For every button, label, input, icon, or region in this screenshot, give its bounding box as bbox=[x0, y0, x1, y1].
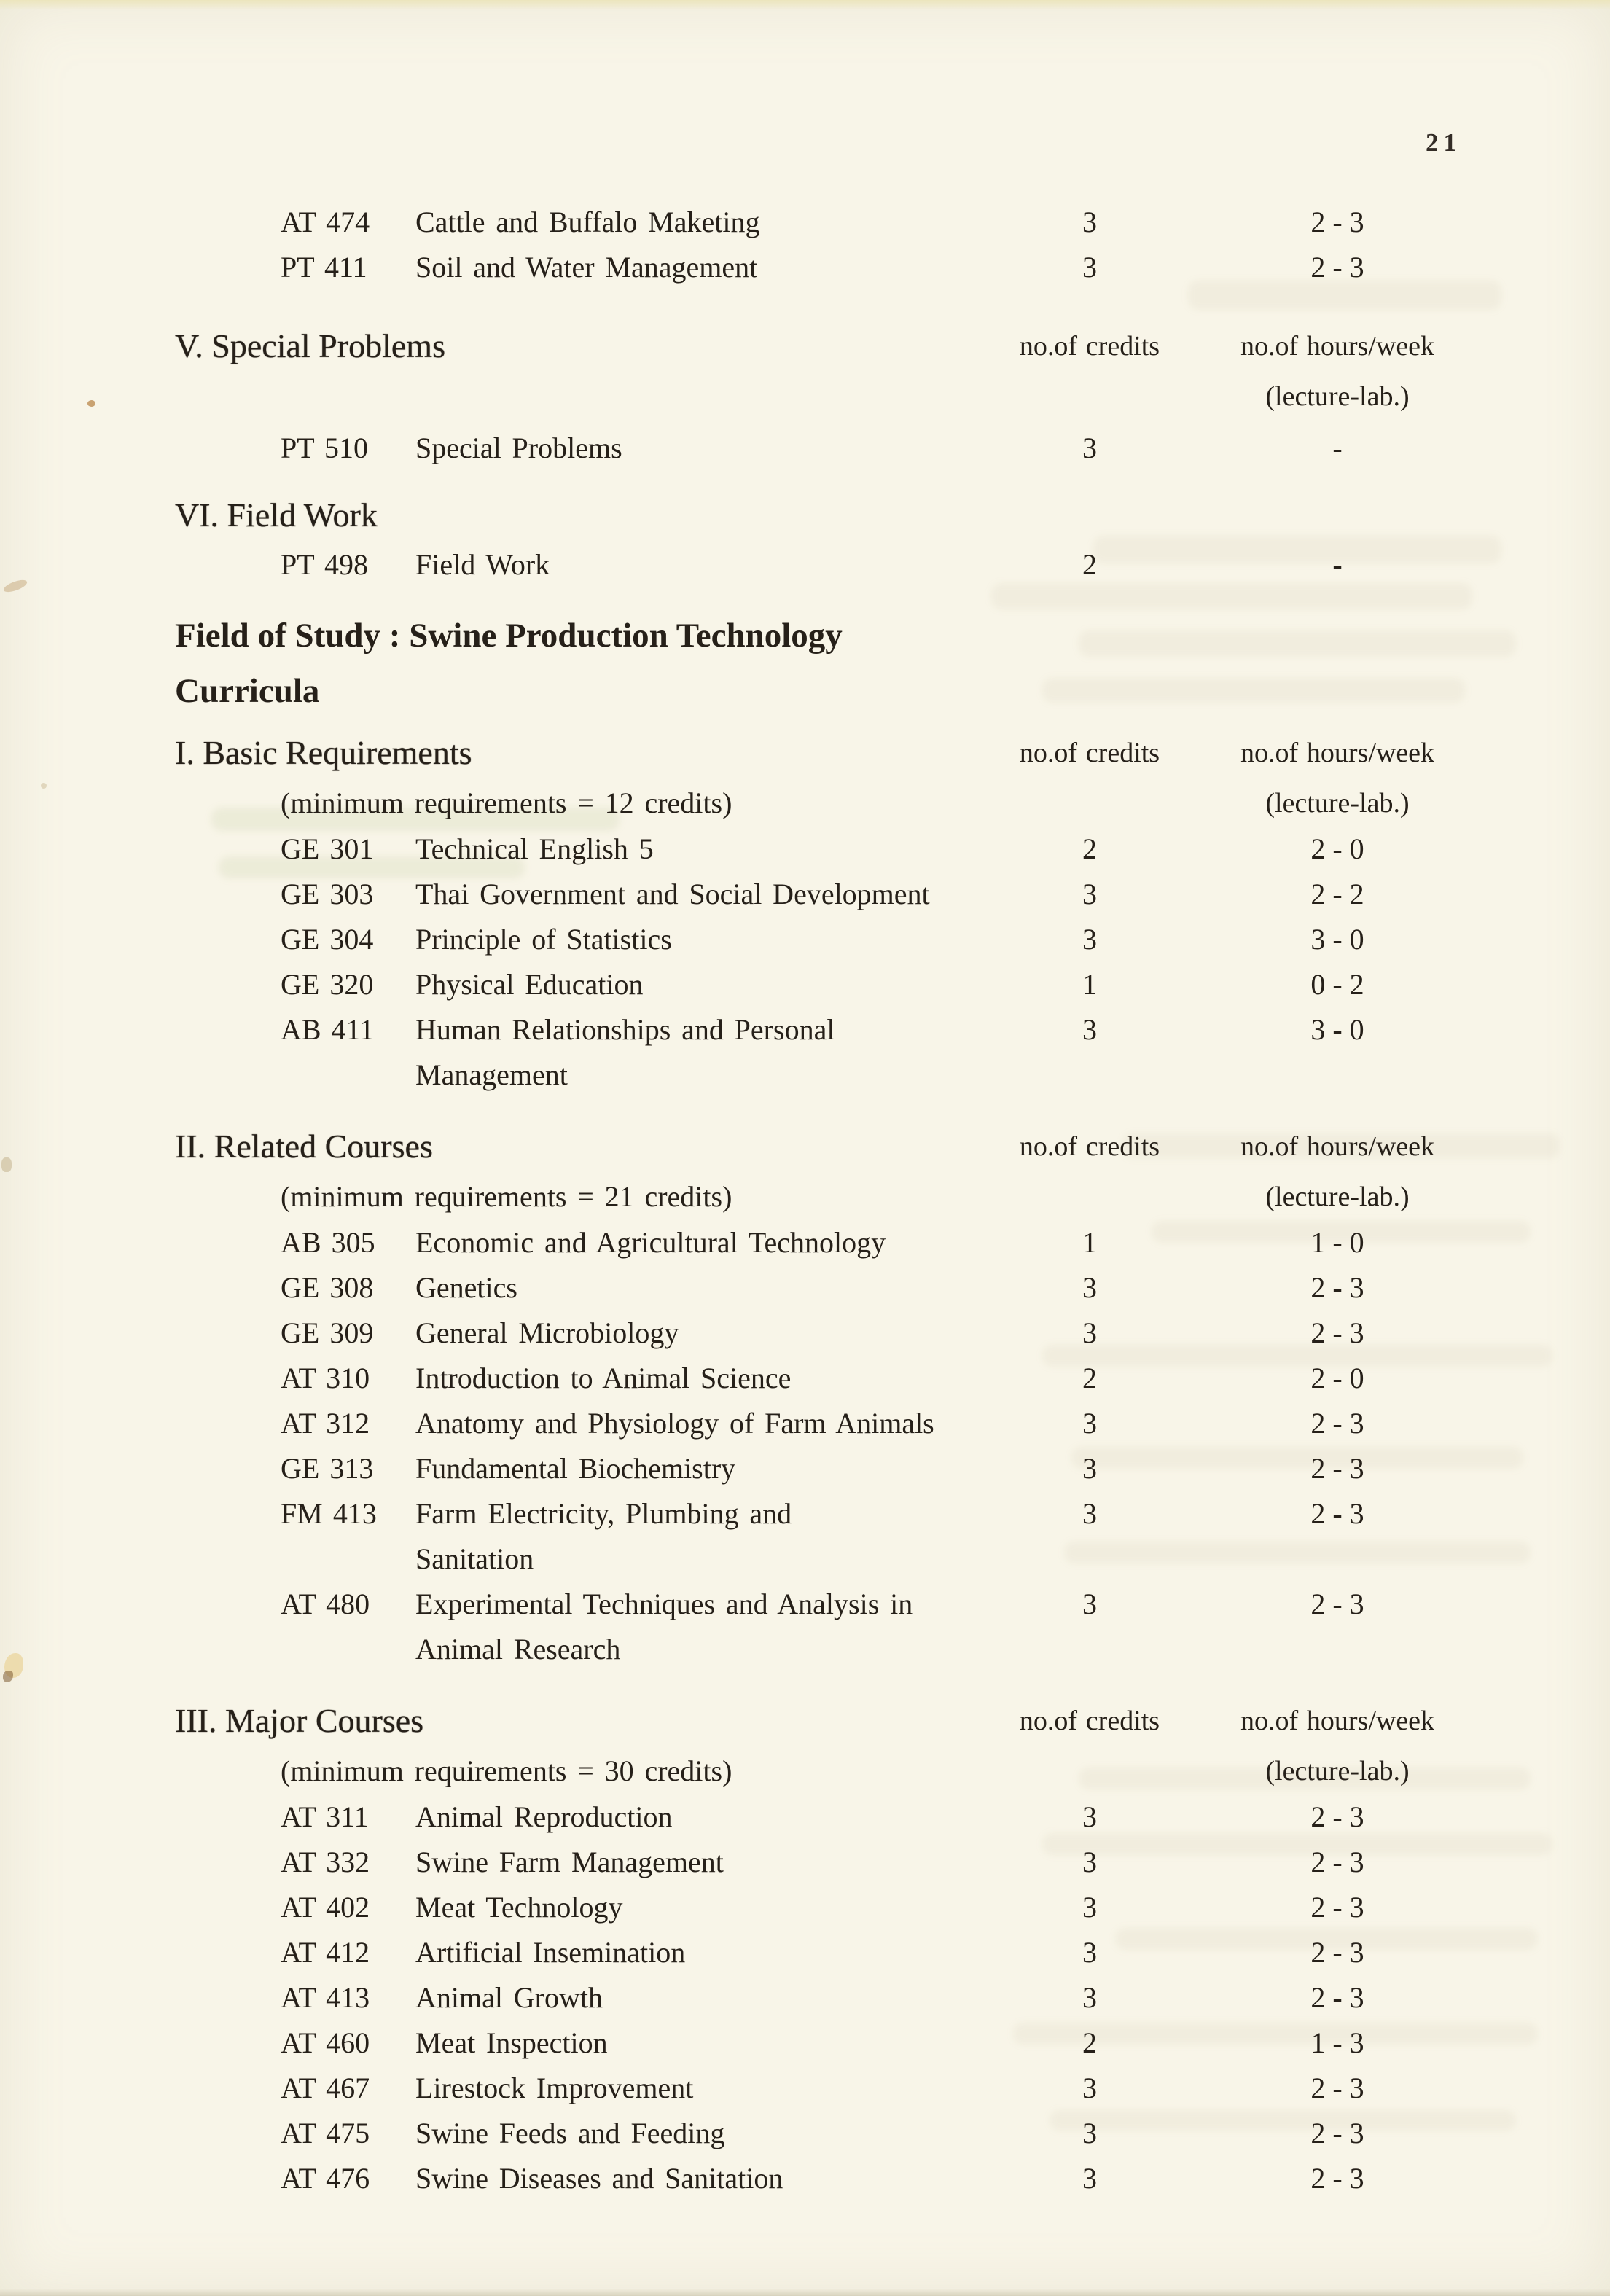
course-hours: - bbox=[1332, 548, 1343, 581]
curricula-title: Curricula bbox=[175, 672, 320, 710]
course-credits: 3 bbox=[1082, 2162, 1097, 2195]
course-hours: 2 - 3 bbox=[1310, 1891, 1364, 1924]
course-hours: 2 - 3 bbox=[1310, 1846, 1364, 1878]
course-credits: 2 bbox=[1082, 832, 1097, 865]
course-rows bbox=[0, 1220, 1610, 1672]
course-title: Introduction to Animal Science bbox=[415, 1362, 792, 1394]
course-credits: 3 bbox=[1082, 1981, 1097, 2014]
course-row bbox=[0, 1356, 1610, 1401]
course-row-continuation bbox=[0, 1627, 1610, 1672]
course-credits: 3 bbox=[1082, 432, 1097, 464]
course-title-continuation: Animal Research bbox=[415, 1633, 621, 1666]
course-row bbox=[0, 1311, 1610, 1356]
course-credits: 2 bbox=[1082, 2026, 1097, 2059]
course-section bbox=[0, 726, 1610, 1098]
course-row-continuation bbox=[0, 1053, 1610, 1098]
credits-column-header: no.of credits bbox=[1019, 331, 1160, 362]
course-code: GE 303 bbox=[281, 878, 374, 910]
section-header-line bbox=[0, 726, 1610, 780]
field-of-study-line bbox=[0, 608, 1610, 663]
course-row bbox=[0, 1930, 1610, 1975]
course-hours: 2 - 3 bbox=[1310, 1588, 1364, 1620]
course-row bbox=[0, 872, 1610, 917]
course-rows bbox=[0, 827, 1610, 1098]
course-title: Animal Growth bbox=[415, 1981, 603, 2014]
course-row bbox=[0, 1491, 1610, 1536]
course-title: Principle of Statistics bbox=[415, 923, 672, 956]
section-header-line bbox=[0, 1694, 1610, 1748]
course-title: Fundamental Biochemistry bbox=[415, 1452, 736, 1485]
course-row bbox=[0, 2020, 1610, 2066]
course-title: General Microbiology bbox=[415, 1316, 679, 1349]
course-row bbox=[0, 1795, 1610, 1840]
course-code: AT 474 bbox=[281, 206, 370, 238]
course-row bbox=[0, 1401, 1610, 1446]
course-credits: 3 bbox=[1082, 1407, 1097, 1440]
course-code: GE 304 bbox=[281, 923, 374, 956]
course-title: Lirestock Improvement bbox=[415, 2072, 694, 2104]
course-title: Swine Farm Management bbox=[415, 1846, 724, 1878]
course-section bbox=[0, 488, 1610, 587]
course-code: AT 311 bbox=[281, 1800, 369, 1833]
course-hours: 2 - 3 bbox=[1310, 2117, 1364, 2149]
course-code: AT 460 bbox=[281, 2026, 370, 2059]
course-credits: 3 bbox=[1082, 1316, 1097, 1349]
course-title: Swine Feeds and Feeding bbox=[415, 2117, 725, 2149]
course-title: Special Problems bbox=[415, 432, 622, 464]
course-hours: 2 - 3 bbox=[1310, 251, 1364, 284]
course-credits: 3 bbox=[1082, 1588, 1097, 1620]
course-row bbox=[0, 1220, 1610, 1265]
course-row bbox=[0, 245, 1610, 290]
course-code: AT 413 bbox=[281, 1981, 370, 2014]
credits-column-header: no.of credits bbox=[1019, 738, 1160, 768]
min-requirements-note: (minimum requirements = 21 credits) bbox=[281, 1180, 732, 1213]
hours-column-header: no.of hours/week bbox=[1240, 1131, 1435, 1162]
course-hours: 2 - 0 bbox=[1310, 832, 1364, 865]
scan-edge-bottom bbox=[0, 2289, 1610, 2296]
course-section bbox=[0, 319, 1610, 471]
course-hours: 2 - 3 bbox=[1310, 206, 1364, 238]
curricula-line bbox=[0, 663, 1610, 719]
course-credits: 1 bbox=[1082, 968, 1097, 1001]
section-subheader-line bbox=[0, 1174, 1610, 1220]
course-hours: 2 - 0 bbox=[1310, 1362, 1364, 1394]
course-credits: 3 bbox=[1082, 1013, 1097, 1046]
course-title: Economic and Agricultural Technology bbox=[415, 1226, 886, 1259]
course-code: AT 480 bbox=[281, 1588, 370, 1620]
course-row bbox=[0, 1885, 1610, 1930]
course-row bbox=[0, 1840, 1610, 1885]
course-title: Experimental Techniques and Analysis in bbox=[415, 1588, 913, 1620]
section-heading: II. Related Courses bbox=[175, 1128, 433, 1165]
course-credits: 3 bbox=[1082, 1936, 1097, 1969]
course-section bbox=[0, 1694, 1610, 2201]
course-credits: 2 bbox=[1082, 548, 1097, 581]
course-code: GE 309 bbox=[281, 1316, 374, 1349]
course-title: Meat Technology bbox=[415, 1891, 623, 1924]
course-credits: 3 bbox=[1082, 1846, 1097, 1878]
course-title: Farm Electricity, Plumbing and bbox=[415, 1497, 792, 1530]
course-row bbox=[0, 1582, 1610, 1627]
lecture-lab-subheader: (lecture-lab.) bbox=[1265, 381, 1410, 412]
course-title-continuation: Management bbox=[415, 1058, 568, 1091]
course-title: Artificial Insemination bbox=[415, 1936, 686, 1969]
hours-column-header: no.of hours/week bbox=[1240, 738, 1435, 768]
course-hours: 2 - 3 bbox=[1310, 2072, 1364, 2104]
course-credits: 3 bbox=[1082, 2072, 1097, 2104]
section-subheader-line bbox=[0, 1748, 1610, 1795]
course-hours: 2 - 3 bbox=[1310, 2162, 1364, 2195]
section-header-line bbox=[0, 488, 1610, 542]
lecture-lab-subheader: (lecture-lab.) bbox=[1265, 1182, 1410, 1212]
course-title: Soil and Water Management bbox=[415, 251, 758, 284]
course-code: GE 313 bbox=[281, 1452, 374, 1485]
course-hours: 2 - 3 bbox=[1310, 1936, 1364, 1969]
page-number: 21 bbox=[1426, 128, 1461, 157]
course-code: GE 320 bbox=[281, 968, 374, 1001]
course-credits: 3 bbox=[1082, 1497, 1097, 1530]
course-title: Meat Inspection bbox=[415, 2026, 608, 2059]
course-section bbox=[0, 1120, 1610, 1672]
course-row bbox=[0, 2111, 1610, 2156]
course-hours: 2 - 3 bbox=[1310, 1452, 1364, 1485]
min-requirements-note: (minimum requirements = 12 credits) bbox=[281, 786, 732, 819]
course-code: AT 402 bbox=[281, 1891, 370, 1924]
course-hours: 2 - 3 bbox=[1310, 1981, 1364, 2014]
section-subheader-line bbox=[0, 373, 1610, 420]
course-row bbox=[0, 2066, 1610, 2111]
course-title: Field Work bbox=[415, 548, 550, 581]
course-row bbox=[0, 1265, 1610, 1311]
section-heading: V. Special Problems bbox=[175, 327, 445, 364]
lecture-lab-subheader: (lecture-lab.) bbox=[1265, 788, 1410, 819]
hours-column-header: no.of hours/week bbox=[1240, 1706, 1435, 1736]
course-title-continuation: Sanitation bbox=[415, 1542, 534, 1575]
hours-column-header: no.of hours/week bbox=[1240, 331, 1435, 362]
course-hours: 1 - 0 bbox=[1310, 1226, 1364, 1259]
course-credits: 3 bbox=[1082, 1452, 1097, 1485]
course-credits: 1 bbox=[1082, 1226, 1097, 1259]
course-hours: 2 - 2 bbox=[1310, 878, 1364, 910]
course-credits: 3 bbox=[1082, 878, 1097, 910]
course-code: PT 498 bbox=[281, 548, 368, 581]
section-heading: III. Major Courses bbox=[175, 1702, 424, 1739]
course-title: Physical Education bbox=[415, 968, 644, 1001]
course-hours: 0 - 2 bbox=[1310, 968, 1364, 1001]
course-code: AT 467 bbox=[281, 2072, 370, 2104]
course-row bbox=[0, 426, 1610, 471]
course-credits: 3 bbox=[1082, 2117, 1097, 2149]
course-credits: 3 bbox=[1082, 1271, 1097, 1304]
course-title: Human Relationships and Personal bbox=[415, 1013, 835, 1046]
course-hours: 1 - 3 bbox=[1310, 2026, 1364, 2059]
credits-column-header: no.of credits bbox=[1019, 1131, 1160, 1162]
course-hours: 2 - 3 bbox=[1310, 1800, 1364, 1833]
course-credits: 2 bbox=[1082, 1362, 1097, 1394]
course-row bbox=[0, 1446, 1610, 1491]
min-requirements-note: (minimum requirements = 30 credits) bbox=[281, 1754, 732, 1787]
course-title: Cattle and Buffalo Maketing bbox=[415, 206, 760, 238]
field-of-study-title: Field of Study : Swine Production Technology bbox=[175, 617, 843, 655]
course-row bbox=[0, 2156, 1610, 2201]
course-code: PT 411 bbox=[281, 251, 367, 284]
course-hours: 3 - 0 bbox=[1310, 923, 1364, 956]
course-hours: 2 - 3 bbox=[1310, 1407, 1364, 1440]
course-title: Genetics bbox=[415, 1271, 517, 1304]
course-code: FM 413 bbox=[281, 1497, 377, 1530]
course-rows bbox=[0, 1795, 1610, 2201]
course-code: AT 412 bbox=[281, 1936, 370, 1969]
course-code: PT 510 bbox=[281, 432, 368, 464]
course-credits: 3 bbox=[1082, 1800, 1097, 1833]
course-credits: 3 bbox=[1082, 251, 1097, 284]
section-subheader-line bbox=[0, 780, 1610, 827]
section-heading: VI. Field Work bbox=[175, 496, 378, 534]
course-row bbox=[0, 917, 1610, 962]
course-row-continuation bbox=[0, 1536, 1610, 1582]
course-rows bbox=[0, 542, 1610, 587]
course-hours: - bbox=[1332, 432, 1343, 464]
section-heading: I. Basic Requirements bbox=[175, 734, 472, 771]
course-hours: 3 - 0 bbox=[1310, 1013, 1364, 1046]
course-code: AB 305 bbox=[281, 1226, 375, 1259]
section-header-line bbox=[0, 1120, 1610, 1174]
course-code: AT 312 bbox=[281, 1407, 370, 1440]
course-hours: 2 - 3 bbox=[1310, 1316, 1364, 1349]
course-code: AT 476 bbox=[281, 2162, 370, 2195]
course-credits: 3 bbox=[1082, 206, 1097, 238]
scan-edge-top bbox=[0, 0, 1610, 10]
course-row bbox=[0, 1975, 1610, 2020]
course-row bbox=[0, 1007, 1610, 1053]
course-row bbox=[0, 827, 1610, 872]
course-code: AT 310 bbox=[281, 1362, 370, 1394]
course-hours: 2 - 3 bbox=[1310, 1271, 1364, 1304]
course-code: AT 475 bbox=[281, 2117, 370, 2149]
course-row bbox=[0, 962, 1610, 1007]
course-code: AT 332 bbox=[281, 1846, 370, 1878]
course-rows bbox=[0, 200, 1610, 290]
course-title: Thai Government and Social Development bbox=[415, 878, 930, 910]
course-code: GE 308 bbox=[281, 1271, 374, 1304]
course-rows bbox=[0, 426, 1610, 471]
course-hours: 2 - 3 bbox=[1310, 1497, 1364, 1530]
course-credits: 3 bbox=[1082, 1891, 1097, 1924]
course-title: Technical English 5 bbox=[415, 832, 654, 865]
course-row bbox=[0, 542, 1610, 587]
course-title: Anatomy and Physiology of Farm Animals bbox=[415, 1407, 934, 1440]
course-code: AB 411 bbox=[281, 1013, 375, 1046]
credits-column-header: no.of credits bbox=[1019, 1706, 1160, 1736]
section-header-line bbox=[0, 319, 1610, 373]
course-credits: 3 bbox=[1082, 923, 1097, 956]
page-content bbox=[0, 200, 1610, 2201]
course-title: Animal Reproduction bbox=[415, 1800, 673, 1833]
intro-course-rows bbox=[0, 200, 1610, 290]
lecture-lab-subheader: (lecture-lab.) bbox=[1265, 1756, 1410, 1787]
course-code: GE 301 bbox=[281, 832, 374, 865]
field-of-study-block bbox=[0, 608, 1610, 719]
course-row bbox=[0, 200, 1610, 245]
course-title: Swine Diseases and Sanitation bbox=[415, 2162, 783, 2195]
